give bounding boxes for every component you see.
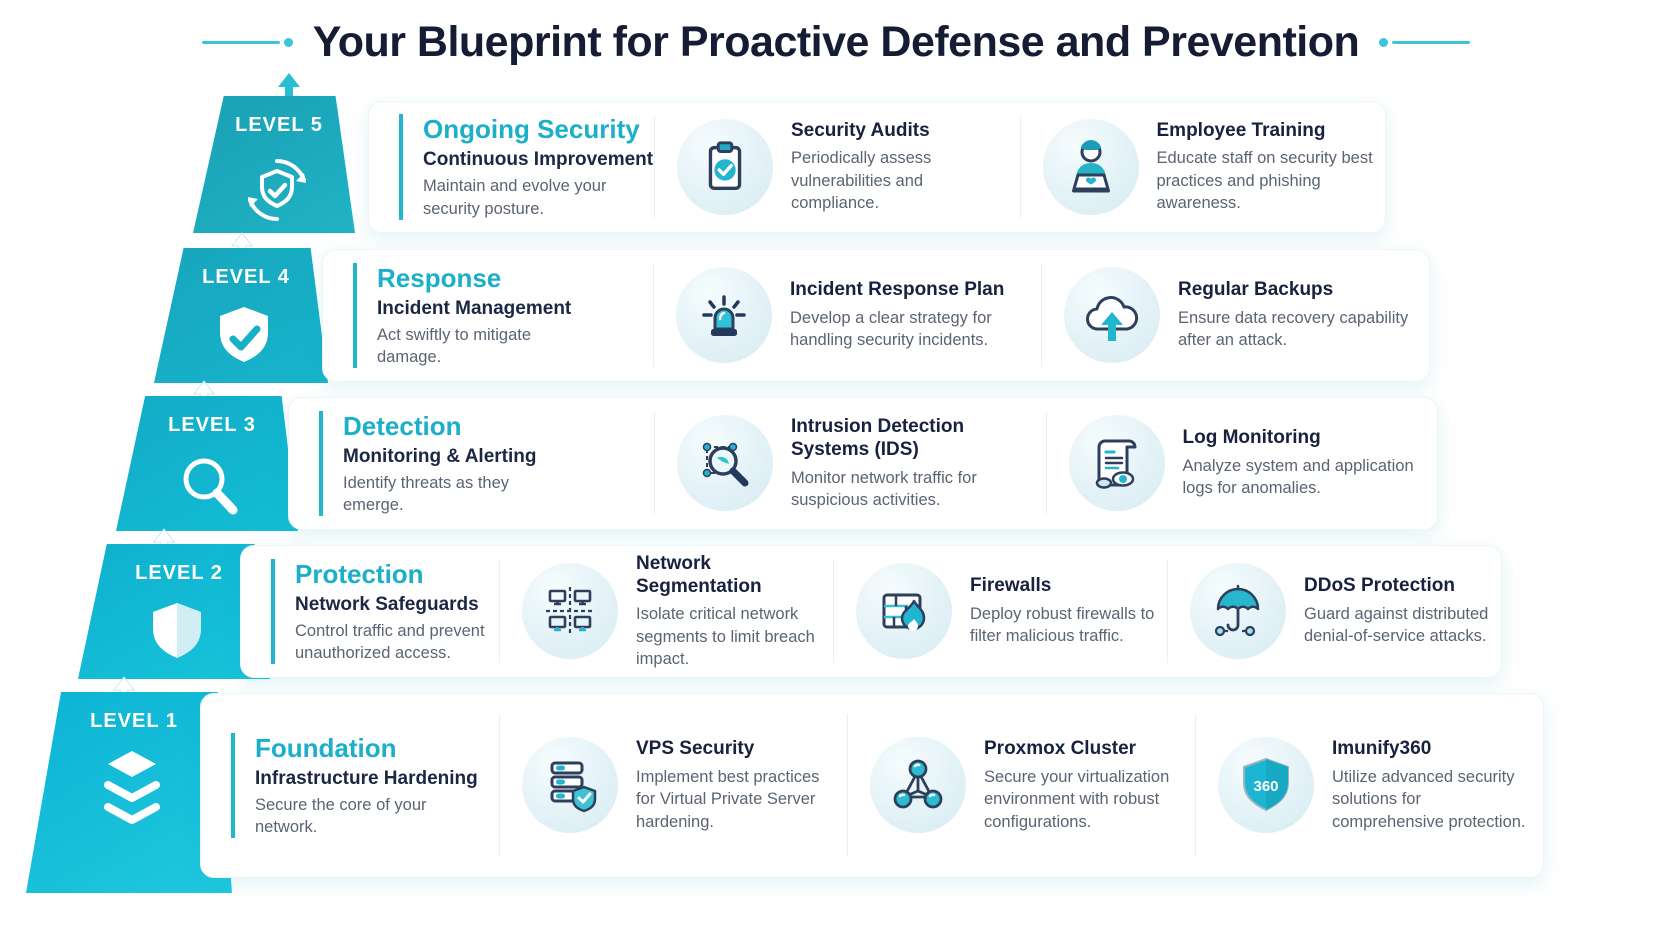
cluster-nodes-icon — [886, 753, 950, 817]
category-block — [353, 263, 653, 369]
category-title: Ongoing Security — [423, 114, 640, 145]
item-regular-backups — [1041, 264, 1429, 366]
shield-360-icon — [1234, 753, 1298, 817]
category-block — [319, 411, 654, 517]
refresh-shield-icon — [234, 147, 320, 233]
category-subtitle: Monitoring & Alerting — [343, 445, 537, 467]
category-block — [399, 114, 654, 220]
item-title: Network Segmentation — [636, 552, 762, 597]
row-level-1 — [200, 693, 1544, 878]
category-description: Maintain and evolve your security posture. — [423, 177, 607, 218]
item-title: Incident Response Plan — [790, 279, 1005, 301]
shield-check-icon — [204, 299, 284, 379]
level-badge: LEVEL 5 — [235, 114, 323, 136]
level-badge: LEVEL 1 — [90, 710, 178, 732]
item-description: Periodically assess vulnerabilities and compliance. — [791, 149, 932, 213]
item-intrusion-detection — [654, 412, 1046, 514]
item-firewalls — [833, 560, 1167, 662]
item-description: Guard against distributed denial-of-service attacks. — [1304, 605, 1489, 646]
category-description: Control traffic and prevent unauthorized access. — [295, 621, 485, 662]
category-title: Response — [377, 262, 502, 293]
item-imunify360 — [1195, 714, 1543, 857]
cloud-upload-icon — [1080, 283, 1144, 347]
item-title: Security Audits — [791, 119, 930, 141]
category-block — [271, 559, 499, 665]
pyramid-level-5 — [193, 96, 355, 233]
level-badge: LEVEL 4 — [202, 266, 290, 288]
layers-icon — [86, 743, 178, 843]
item-description: Develop a clear strategy for handling security incidents. — [790, 309, 992, 350]
level-badge: LEVEL 2 — [135, 562, 223, 584]
page-title: Your Blueprint for Proactive Defense and Prevention — [312, 18, 1360, 66]
item-vps-security — [499, 714, 847, 857]
item-security-audits — [654, 116, 1020, 217]
shield-360-label: 360 — [1253, 778, 1279, 796]
item-description: Utilize advanced security solutions for comprehensive protection. — [1332, 767, 1526, 831]
item-description: Analyze system and application logs for anomalies. — [1182, 457, 1414, 498]
row-level-5 — [368, 101, 1386, 233]
item-title: VPS Security — [636, 738, 755, 760]
category-description: Identify threats as they emerge. — [343, 473, 510, 514]
item-description: Deploy robust firewalls to filter malicious traffic. — [970, 605, 1155, 646]
pyramid-level-4 — [154, 248, 328, 383]
person-laptop-icon — [1059, 135, 1123, 199]
title-right-decor — [1375, 38, 1470, 47]
item-title: Intrusion Detection Systems (IDS) — [791, 415, 965, 460]
row-level-2 — [240, 545, 1502, 678]
network-magnifier-icon — [693, 431, 757, 495]
item-ddos-protection — [1167, 560, 1501, 662]
item-network-segmentation — [499, 552, 833, 668]
item-description: Secure your virtualization environment with robust configurations. — [984, 767, 1170, 831]
clipboard-check-icon — [694, 136, 756, 198]
item-description: Educate staff on security best practices and phishing awareness. — [1156, 149, 1373, 213]
row-level-4 — [322, 249, 1430, 382]
item-proxmox-cluster — [847, 714, 1195, 857]
category-title: Foundation — [255, 732, 397, 763]
item-title: DDoS Protection — [1304, 575, 1455, 597]
item-log-monitoring — [1046, 412, 1438, 514]
item-title: Imunify360 — [1332, 738, 1432, 760]
category-subtitle: Infrastructure Hardening — [255, 767, 478, 789]
item-title: Employee Training — [1156, 119, 1326, 141]
category-subtitle: Continuous Improvement — [423, 149, 654, 171]
row-level-3 — [288, 397, 1438, 530]
item-description: Monitor network traffic for suspicious activities. — [791, 468, 977, 509]
item-description: Implement best practices for Virtual Private Server hardening. — [636, 767, 820, 831]
title-left-decor — [202, 38, 297, 47]
item-title: Log Monitoring — [1182, 427, 1321, 449]
category-description: Act swiftly to mitigate damage. — [377, 325, 532, 366]
item-incident-response-plan — [653, 264, 1041, 366]
item-title: Proxmox Cluster — [984, 738, 1137, 760]
item-title: Firewalls — [970, 575, 1052, 597]
item-employee-training — [1020, 116, 1386, 217]
server-shield-icon — [538, 753, 602, 817]
category-description: Secure the core of your network. — [255, 795, 427, 836]
monitors-grid-icon — [538, 579, 602, 643]
umbrella-icon — [1206, 579, 1270, 643]
scroll-eye-icon — [1085, 431, 1149, 495]
category-title: Detection — [343, 410, 462, 441]
item-title: Regular Backups — [1178, 279, 1334, 301]
header — [0, 18, 1672, 67]
siren-icon — [692, 283, 756, 347]
item-description: Ensure data recovery capability after an attack. — [1178, 309, 1409, 350]
pyramid-level-3 — [116, 396, 298, 531]
category-subtitle: Network Safeguards — [295, 593, 479, 615]
category-title: Protection — [295, 558, 424, 589]
level-badge: LEVEL 3 — [168, 414, 256, 436]
firewall-flame-icon — [872, 579, 936, 643]
magnifier-icon — [168, 447, 252, 531]
category-subtitle: Incident Management — [377, 297, 572, 319]
category-block — [231, 733, 499, 839]
shield-icon — [137, 595, 217, 675]
item-description: Isolate critical network segments to limit breach impact. — [636, 605, 815, 668]
